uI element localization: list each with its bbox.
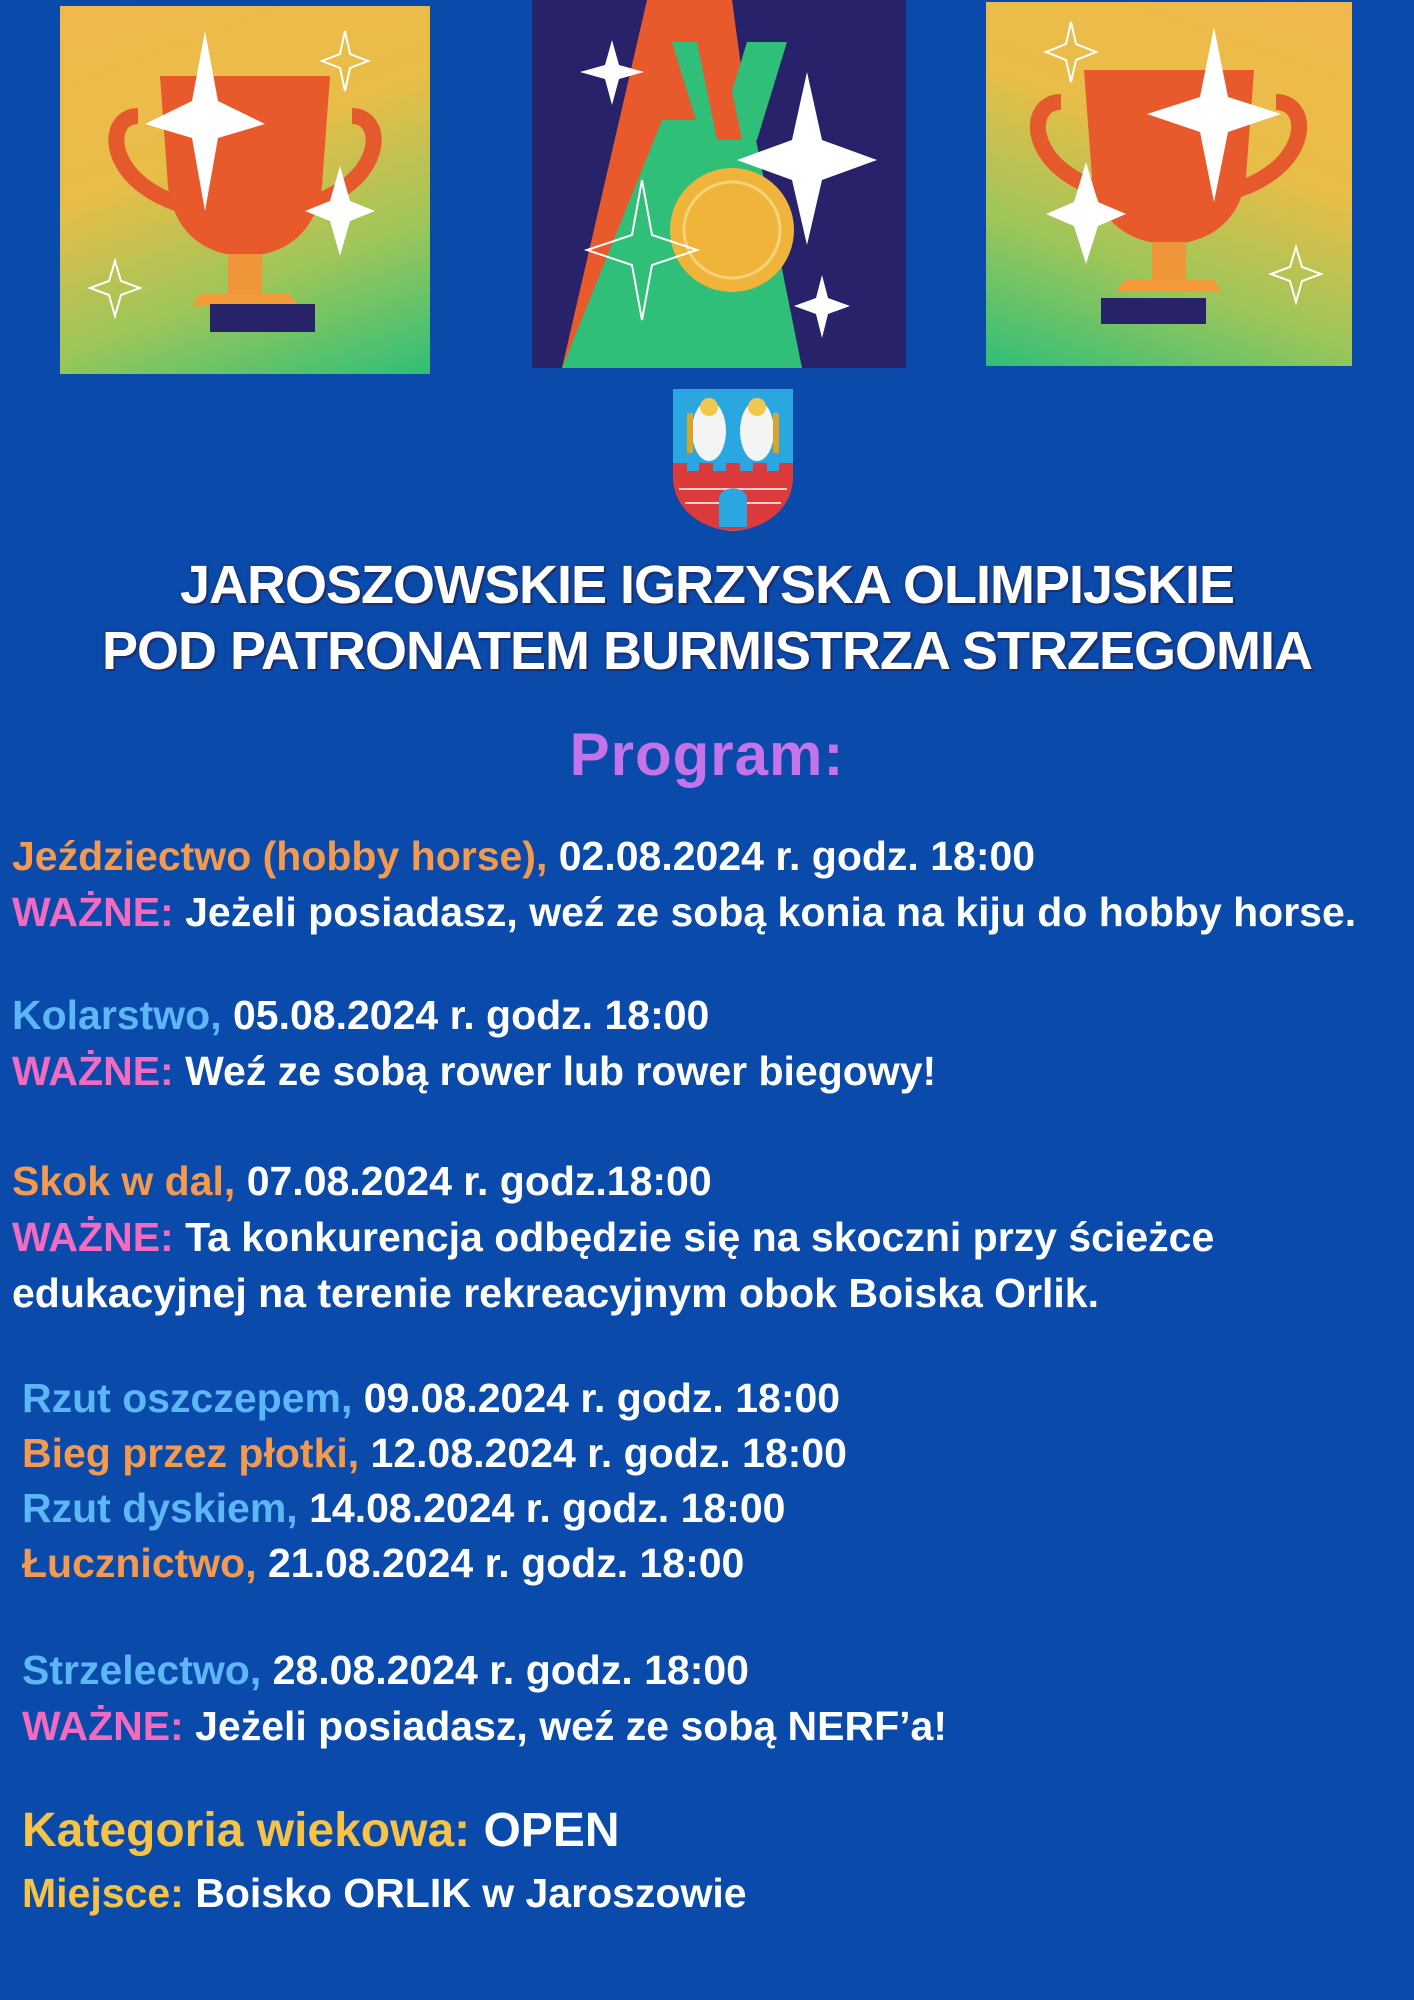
event-note — [22, 1699, 947, 1753]
event-note-continued: edukacyjnej na terenie rekreacyjnym obok Boiska Orlik. — [12, 1270, 1100, 1316]
age-category — [22, 1804, 620, 1858]
event-rzut-oszczepem — [22, 1371, 840, 1425]
note-text: Jeżeli posiadasz, weź ze sobą konia na kiju do hobby horse. — [173, 889, 1357, 935]
event-note — [12, 1210, 1214, 1264]
trophy-tile-right — [986, 2, 1352, 366]
trophy-icon — [60, 6, 430, 374]
note-text: Ta konkurencja odbędzie się na skoczni przy ścieżce — [173, 1214, 1215, 1260]
medal-tile — [532, 0, 906, 368]
coat-of-arms-icon — [669, 385, 797, 533]
category-value: OPEN — [470, 1804, 620, 1857]
event-name: Rzut oszczepem, — [22, 1375, 353, 1421]
important-label: WAŻNE: — [12, 1048, 174, 1094]
important-label: WAŻNE: — [22, 1703, 184, 1749]
event-rzut-dyskiem — [22, 1481, 785, 1535]
event-date: 21.08.2024 r. godz. 18:00 — [256, 1540, 745, 1586]
event-name: Strzelectwo, — [22, 1647, 262, 1693]
event-kolarstwo — [12, 988, 709, 1042]
event-bieg-przez-plotki — [22, 1426, 847, 1480]
headline — [0, 552, 1414, 684]
headline-line-2: POD PATRONATEM BURMISTRZA STRZEGOMIA — [102, 621, 1312, 681]
trophy-icon — [986, 2, 1352, 366]
event-date: 09.08.2024 r. godz. 18:00 — [352, 1375, 841, 1421]
event-date: 07.08.2024 r. godz.18:00 — [235, 1158, 712, 1204]
program-title: Program: — [569, 721, 845, 788]
event-date: 12.08.2024 r. godz. 18:00 — [359, 1430, 847, 1476]
event-jezdziectwo — [12, 829, 1035, 883]
venue — [22, 1866, 747, 1920]
headline-line-1: JAROSZOWSKIE IGRZYSKA OLIMPIJSKIE — [179, 555, 1235, 615]
event-date: 02.08.2024 r. godz. 18:00 — [547, 833, 1036, 879]
event-name: Skok w dal, — [12, 1158, 236, 1204]
important-label: WAŻNE: — [12, 1214, 174, 1260]
note-text: Jeżeli posiadasz, weź ze sobą NERF’a! — [183, 1703, 948, 1749]
event-date: 14.08.2024 r. godz. 18:00 — [297, 1485, 786, 1531]
trophy-tile-left — [60, 6, 430, 374]
place-value: Boisko ORLIK w Jaroszowie — [183, 1870, 747, 1916]
event-name: Kolarstwo, — [12, 992, 222, 1038]
important-label: WAŻNE: — [12, 889, 174, 935]
event-lucznictwo — [22, 1536, 744, 1590]
medal-icon — [532, 0, 906, 368]
event-name: Łucznictwo, — [22, 1540, 257, 1586]
event-name: Bieg przez płotki, — [22, 1430, 360, 1476]
event-note — [12, 1044, 936, 1098]
place-label: Miejsce: — [22, 1870, 184, 1916]
event-name: Rzut dyskiem, — [22, 1485, 298, 1531]
event-date: 05.08.2024 r. godz. 18:00 — [221, 992, 710, 1038]
event-date: 28.08.2024 r. godz. 18:00 — [261, 1647, 749, 1693]
event-skok-w-dal — [12, 1154, 712, 1208]
event-name: Jeździectwo (hobby horse), — [12, 833, 548, 879]
event-strzelectwo — [22, 1643, 749, 1697]
note-text: Weź ze sobą rower lub rower biegowy! — [173, 1048, 937, 1094]
event-note — [12, 885, 1356, 939]
category-label: Kategoria wiekowa: — [22, 1804, 471, 1857]
